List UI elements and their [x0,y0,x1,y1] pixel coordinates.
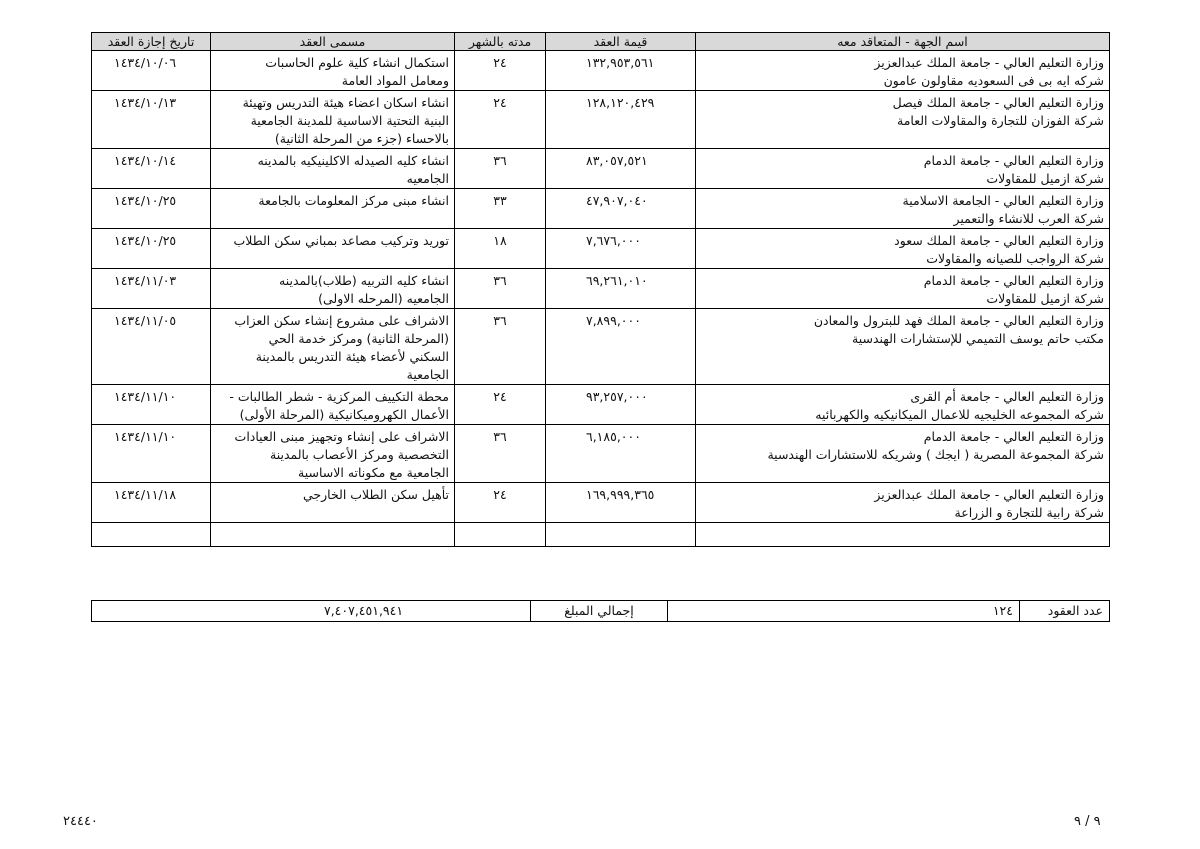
entity-contractor: شركه ايه بى فى السعوديه مقاولون عامون [883,73,1104,88]
cell-duration: ٣٦ [455,269,546,309]
cell-contract-name [211,269,455,309]
cell-duration: ٣٦ [455,149,546,189]
table-row [92,425,1110,483]
cell-contract-name [211,51,455,91]
cell-duration: ٣٦ [455,425,546,483]
contract-name-line: الأعمال الكهروميكانيكية (المرحلة الأولى) [239,407,449,422]
entity-ministry: وزارة التعليم العالي - جامعة أم القرى [910,389,1104,404]
cell-contract-name [211,229,455,269]
totals-table [91,600,1110,622]
document-code: ٢٤٤٤٠ [63,814,98,829]
entity-ministry: وزارة التعليم العالي - جامعة الدمام [923,153,1104,168]
cell-approval-date: ١٤٣٤/١١/١٠ [92,425,211,483]
entity-contractor: شركة العرب للانشاء والتعمير [953,211,1104,226]
header-value: قيمة العقد [546,33,696,51]
table-row [92,229,1110,269]
table-row [92,385,1110,425]
contract-name-line: انشاء كليه التربيه (طلاب)بالمدينه [279,273,449,288]
cell-approval-date: ١٤٣٤/١٠/١٣ [92,91,211,149]
cell-value: ٧,٦٧٦,٠٠٠ [546,229,696,269]
entity-contractor: شركة الفوزان للتجارة والمقاولات العامة [897,113,1104,128]
contract-name-line: انشاء مبنى مركز المعلومات بالجامعة [258,193,449,208]
cell-contract-name [211,309,455,385]
entity-ministry: وزارة التعليم العالي - جامعة الملك عبدالعزيز [874,55,1104,70]
cell-value: ٩٣,٢٥٧,٠٠٠ [546,385,696,425]
cell-approval-date: ١٤٣٤/١٠/١٤ [92,149,211,189]
contract-name-line: بالاحساء (جزء من المرحلة الثانية) [274,131,449,146]
count-value: ١٢٤ [668,601,1020,622]
contracts-table [91,32,1110,547]
header-name: مسمى العقد [211,33,455,51]
contract-name-line: الاشراف على مشروع إنشاء سكن العزاب [234,313,449,328]
table-row [92,483,1110,523]
entity-ministry: وزارة التعليم العالي - جامعة الملك سعود [894,233,1104,248]
cell-approval-date: ١٤٣٤/١١/٠٣ [92,269,211,309]
cell-approval-date: ١٤٣٤/١٠/٢٥ [92,229,211,269]
table-spacer-row [92,523,1110,547]
amount-label: إجمالي المبلغ [531,601,668,622]
contract-name-line: انشاء اسكان اعضاء هيئة التدريس وتهيئة [242,95,449,110]
entity-ministry: وزارة التعليم العالي - جامعة الدمام [923,273,1104,288]
contract-name-line: تأهيل سكن الطلاب الخارجي [302,487,449,502]
amount-value: ٧,٤٠٧,٤٥١,٩٤١ [92,601,531,622]
cell-value: ١٣٢,٩٥٣,٥٦١ [546,51,696,91]
contract-name-line: ومعامل المواد العامة [341,73,449,88]
empty-cell [546,523,696,547]
empty-cell [455,523,546,547]
contract-name-line: التخصصية ومركز الأعصاب بالمدينة [270,447,449,462]
contract-name-line: الاشراف على إنشاء وتجهيز مبنى العيادات [234,429,449,444]
cell-value: ٧,٨٩٩,٠٠٠ [546,309,696,385]
header-duration: مدته بالشهر [455,33,546,51]
empty-cell [92,523,211,547]
header-entity: اسم الجهة - المتعاقد معه [696,33,1110,51]
cell-entity [696,229,1110,269]
cell-approval-date: ١٤٣٤/١٠/٢٥ [92,189,211,229]
cell-approval-date: ١٤٣٤/١١/٠٥ [92,309,211,385]
table-row [92,51,1110,91]
cell-contract-name [211,483,455,523]
cell-approval-date: ١٤٣٤/١٠/٠٦ [92,51,211,91]
entity-ministry: وزارة التعليم العالي - جامعة الملك فيصل [892,95,1104,110]
contract-name-line: استكمال انشاء كلية علوم الحاسبات [265,55,449,70]
entity-contractor: شركة ازميل للمقاولات [986,171,1104,186]
cell-entity [696,91,1110,149]
cell-contract-name [211,149,455,189]
cell-contract-name [211,189,455,229]
cell-entity [696,425,1110,483]
cell-entity [696,269,1110,309]
empty-cell [696,523,1110,547]
cell-contract-name [211,385,455,425]
cell-value: ١٦٩,٩٩٩,٣٦٥ [546,483,696,523]
cell-value: ٦,١٨٥,٠٠٠ [546,425,696,483]
entity-contractor: شركة ازميل للمقاولات [986,291,1104,306]
cell-entity [696,51,1110,91]
cell-duration: ١٨ [455,229,546,269]
cell-approval-date: ١٤٣٤/١١/١٨ [92,483,211,523]
contract-name-line: محطة التكييف المركزية - شطر الطالبات - [229,389,449,404]
contract-name-line: الجامعيه (المرحله الاولى) [318,291,449,306]
entity-ministry: وزارة التعليم العالي - جامعة الملك فهد للبترول والمعادن [813,313,1104,328]
table-row [92,269,1110,309]
cell-value: ١٢٨,١٢٠,٤٢٩ [546,91,696,149]
entity-contractor: مكتب حاتم يوسف التميمي للإستشارات الهندسية [852,331,1104,346]
cell-duration: ٢٤ [455,483,546,523]
cell-approval-date: ١٤٣٤/١١/١٠ [92,385,211,425]
cell-entity [696,385,1110,425]
empty-cell [211,523,455,547]
entity-ministry: وزارة التعليم العالي - جامعة الملك عبدالعزيز [874,487,1104,502]
cell-duration: ٣٣ [455,189,546,229]
table-row [92,309,1110,385]
table-row [92,149,1110,189]
table-row [92,189,1110,229]
count-label: عدد العقود [1020,601,1110,622]
cell-entity [696,149,1110,189]
cell-contract-name [211,425,455,483]
contract-name-line: الجامعية [406,367,449,382]
entity-contractor: شركه المجموعه الخليجيه للاعمال الميكانيكيه والكهربائيه [815,407,1104,422]
entity-contractor: شركة رابية للتجارة و الزراعة [954,505,1104,520]
cell-entity [696,483,1110,523]
contract-name-line: (المرحلة الثانية) ومركز خدمة الحي [268,331,449,346]
entity-ministry: وزارة التعليم العالي - جامعة الدمام [923,429,1104,444]
contract-name-line: البنية التحتية الاساسية للمدينة الجامعية [250,113,449,128]
cell-duration: ٣٦ [455,309,546,385]
cell-value: ٦٩,٢٦١,٠١٠ [546,269,696,309]
header-date: تاريخ إجازة العقد [92,33,211,51]
cell-value: ٤٧,٩٠٧,٠٤٠ [546,189,696,229]
cell-entity [696,309,1110,385]
contract-name-line: الجامعية مع مكوناته الاساسية [298,465,449,480]
table-row [92,91,1110,149]
entity-ministry: وزارة التعليم العالي - الجامعة الاسلامية [902,193,1104,208]
cell-value: ٨٣,٠٥٧,٥٢١ [546,149,696,189]
contract-name-line: توريد وتركيب مصاعد بمباني سكن الطلاب [233,233,449,248]
cell-entity [696,189,1110,229]
cell-contract-name [211,91,455,149]
cell-duration: ٢٤ [455,91,546,149]
contract-name-line: الجامعيه [406,171,449,186]
contract-name-line: انشاء كليه الصيدله الاكلينيكيه بالمدينه [257,153,449,168]
header-row [92,33,1110,51]
totals-row [92,601,1110,622]
cell-duration: ٢٤ [455,51,546,91]
cell-duration: ٢٤ [455,385,546,425]
contract-name-line: السكني لأعضاء هيئة التدريس بالمدينة [255,349,449,364]
entity-contractor: شركة المجموعة المصرية ( ايجك ) وشريكه للاستشارات الهندسية [767,447,1104,462]
page-number: ٩ / ٩ [1074,814,1101,829]
entity-contractor: شركة الرواجب للصيانه والمقاولات [926,251,1104,266]
